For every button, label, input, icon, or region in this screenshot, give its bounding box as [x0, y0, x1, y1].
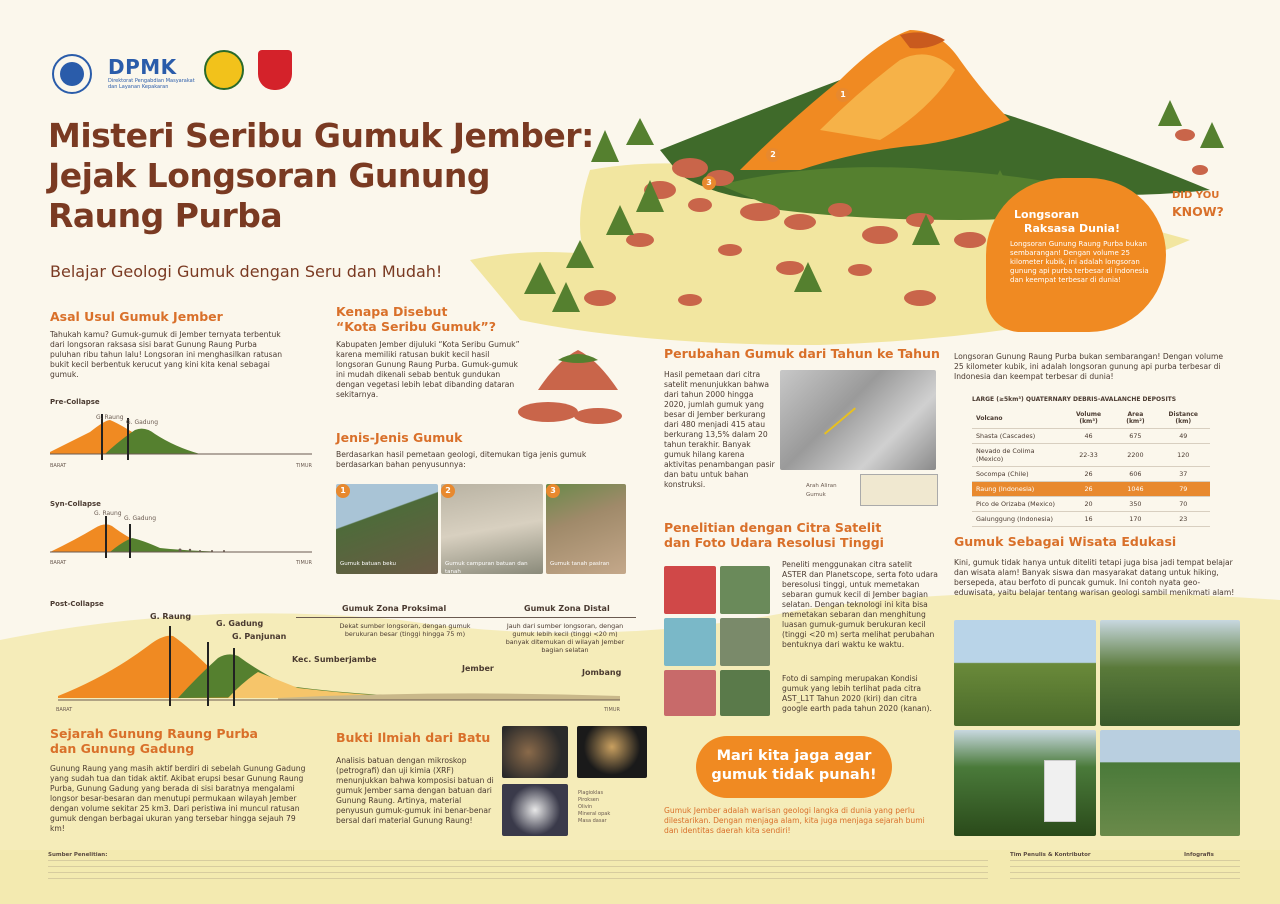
asal-usul-text: Tahukah kamu? Gumuk-gumuk di Jember ternyata terbentuk dari longsoran raksasa sisi barat Gunung Raung Purba puluhan ribu tahun lalu! Longsoran ini menghasilkan ratusan bukit kecil berbentuk kerucut yang kini kita kenal sebagai gumuk.	[50, 330, 283, 379]
jenis-text: Berdasarkan hasil pemetaan geologi, ditemukan tiga jenis gumuk berdasarkan bahan penyusunnya:	[336, 450, 587, 469]
post-axis-left: BARAT	[56, 707, 73, 713]
perubahan-map	[780, 370, 936, 470]
jenis-badge-1: 1	[336, 484, 350, 498]
footer-references	[48, 860, 988, 882]
legend-item-2: Piroksen	[578, 797, 600, 803]
penelitian-heading-2: dan Foto Udara Resolusi Tinggi	[664, 535, 884, 550]
cell: 46	[1063, 429, 1114, 444]
bukti-heading: Bukti Ilmiah dari Batu	[336, 730, 491, 745]
perubahan-text: Hasil pemetaan dari citra satelit menunjukkan bahwa dari tahun 2000 hingga 2020, jumlah gumuk yang besar di Jember berkurang dari 480 menjadi 415 atau berkurang 13,5% dalam 20 tahun terakhir. Banyak gumuk hilang karena aktivitas penambangan pasir dan batu untuk bahan konstruksi.	[664, 370, 775, 489]
jenis-caption-3: Gumuk tanah pasiran	[550, 561, 610, 567]
wisata-text: Kini, gumuk tidak hanya untuk diteliti tetapi juga bisa jadi tempat belajar dan wisata alam! Banyak siswa dan masyarakat datang untuk hiking, bersepeda, atau berfoto di puncak gumuk. Ini contoh nyata geo-eduwisata, yaitu belajar tentang warisan geologi sambil menikmati alam!	[954, 558, 1235, 597]
cell: Shasta (Cascades)	[972, 429, 1063, 444]
footer-sumber: Sumber Penelitian:	[48, 852, 108, 858]
table-row	[972, 467, 1210, 482]
cell: 70	[1157, 497, 1210, 512]
cell: 350	[1114, 497, 1156, 512]
did-you-know-text: Longsoran Gunung Raung Purba bukan sembarangan! Dengan volume 25 kilometer kubik, ini adalah longsoran gunung api purba terbesar di Indonesia dan keempat terbesar di dunia!	[1010, 240, 1149, 284]
cell: 26	[1063, 467, 1114, 482]
legend-item-3: Olivin	[578, 804, 593, 810]
title-line-3: Raung Purba	[48, 196, 283, 235]
syn-label-raung: G. Raung	[94, 510, 122, 517]
cta-text: Gumuk Jember adalah warisan geologi langka di dunia yang perlu dilestarikan. Dengan menjaga alam, kita juga menjaga sejarah bumi dan identitas daerah kita sendiri!	[664, 806, 925, 835]
deposit-table-title: LARGE (≥5km³) QUATERNARY DEBRIS-AVALANCHE DEPOSITS	[972, 396, 1177, 403]
penelitian-text-2: Foto di samping merupakan Kondisi gumuk yang lebih terlihat pada citra AST_L1T Tahun 2020 (kiri) dan citra google earth pada tahun 2020 (kanan).	[782, 674, 932, 713]
cell: 37	[1157, 467, 1210, 482]
jenis-caption-1: Gumuk batuan beku	[340, 561, 397, 567]
cell: 20	[1063, 497, 1114, 512]
partner-logo-1	[204, 50, 244, 90]
post-label-gadung: G. Gadung	[216, 619, 264, 628]
dpmk-full-name: Direktorat Pengabdian Masyarakat dan Layanan Kepakaran	[108, 78, 195, 90]
col-area: Area (km²)	[1114, 408, 1156, 429]
table-row	[972, 512, 1210, 527]
kota-seribu-heading-2: “Kota Seribu Gumuk”?	[336, 319, 497, 334]
table-row	[972, 444, 1210, 467]
satellite-left-2	[664, 618, 716, 666]
thin-section-legend	[578, 790, 610, 825]
jenis-heading: Jenis-Jenis Gumuk	[336, 430, 463, 445]
pre-label-gadung: G. Gadung	[126, 419, 159, 426]
cell: Socompa (Chile)	[972, 467, 1063, 482]
zona-proksimal-text: Dekat sumber longsoran, dengan gumuk berukuran besar (tinggi hingga 75 m)	[339, 622, 471, 638]
map-badge-1: 1	[836, 88, 850, 102]
cta-banner	[696, 736, 892, 798]
jenis-photo-1	[336, 484, 438, 574]
cell: 2200	[1114, 444, 1156, 467]
pre-axis-right: TIMUR	[296, 463, 312, 469]
penelitian-text-1: Peneliti menggunakan citra satelit ASTER dan Planetscope, serta foto udara beresolusi tinggi, untuk memetakan sebaran gumuk kecil di Jember bagian selatan. Dengan teknologi ini kita bisa memetakan sebaran dan menghitung luasan gumuk-gumuk berukuran kecil (tinggi <20 m) serta melihat perubahan bentuknya dari waktu ke waktu.	[782, 560, 938, 649]
did-you-know-heading-2: Raksasa Dunia!	[1024, 222, 1120, 235]
bukti-text: Analisis batuan dengan mikroskop (petrografi) dan uji kimia (XRF) menunjukkan bahwa komposisi batuan di gumuk Jember sama dengan batuan dari Gunung Raung. Artinya, material penyusun gumuk-gumuk ini benar-benar bersal dari material Gunung Raung!	[336, 756, 494, 825]
pre-collapse-profile	[50, 412, 320, 462]
sejarah-heading-1: Sejarah Gunung Raung Purba	[50, 726, 258, 741]
table-row	[972, 429, 1210, 444]
page-subtitle: Belajar Geologi Gumuk dengan Seru dan Mudah!	[50, 262, 443, 281]
thin-section-1	[502, 726, 568, 778]
perubahan-inset-map	[860, 474, 938, 506]
post-axis-right: TIMUR	[604, 707, 620, 713]
col-volcano: Volcano	[972, 408, 1063, 429]
post-label-panjunan: G. Panjunan	[232, 632, 287, 641]
legend-item-5: Masa dasar	[578, 818, 607, 824]
post-label-jombang: Jombang	[582, 668, 622, 677]
pre-label-raung: G. Raung	[96, 414, 124, 421]
cell: 79	[1157, 482, 1210, 497]
syn-label-gadung: G. Gadung	[124, 515, 157, 522]
jenis-photo-2	[441, 484, 543, 574]
zona-divider	[296, 617, 636, 618]
page-title	[48, 116, 608, 236]
perubahan-legend-arah: Arah Aliran	[806, 483, 837, 489]
pre-axis-left: BARAT	[50, 463, 67, 469]
cell: 1046	[1114, 482, 1156, 497]
wisata-heading: Gumuk Sebagai Wisata Edukasi	[954, 534, 1177, 549]
legend-item-4: Mineral opak	[578, 811, 611, 817]
asal-usul-heading: Asal Usul Gumuk Jember	[50, 309, 223, 324]
cell: Pico de Orizaba (Mexico)	[972, 497, 1063, 512]
satellite-right-2	[720, 618, 770, 666]
map-badge-3: 3	[702, 176, 716, 190]
deposit-table	[972, 408, 1210, 527]
cta-line-1: Mari kita jaga agar	[716, 748, 872, 764]
jenis-photo-3	[546, 484, 626, 574]
thin-section-3	[502, 784, 568, 836]
jenis-badge-3: 3	[546, 484, 560, 498]
cell: 26	[1063, 482, 1114, 497]
syn-collapse-label: Syn-Collapse	[50, 500, 101, 508]
wisata-photo-1	[954, 620, 1096, 726]
penelitian-heading-1: Penelitian dengan Citra Satelit	[664, 520, 882, 535]
sejarah-heading-2: dan Gunung Gadung	[50, 741, 195, 756]
wisata-photo-4	[1100, 730, 1240, 836]
table-row	[972, 497, 1210, 512]
syn-axis-left: BARAT	[50, 560, 67, 566]
kota-seribu-heading-1: Kenapa Disebut	[336, 304, 448, 319]
partner-logo-2	[258, 50, 292, 90]
syn-axis-right: TIMUR	[296, 560, 312, 566]
table-row-highlight	[972, 482, 1210, 497]
did-you-know-heading-1: Longsoran	[1014, 208, 1080, 221]
dpmk-logo-text: DPMK	[108, 55, 177, 79]
satellite-right-1	[720, 566, 770, 614]
pre-collapse-label: Pre-Collapse	[50, 398, 100, 406]
did-you-know-label-2: KNOW?	[1172, 204, 1224, 219]
post-label-raung: G. Raung	[150, 612, 192, 621]
cell: 120	[1157, 444, 1210, 467]
cell: 49	[1157, 429, 1210, 444]
satellite-left-3	[664, 670, 716, 716]
satellite-right-3	[720, 670, 770, 716]
footer-infografis: Infografis	[1184, 852, 1214, 858]
zona-distal-heading: Gumuk Zona Distal	[524, 604, 610, 613]
sejarah-text: Gunung Raung yang masih aktif berdiri di sebelah Gunung Gadung yang sudah tua dan tidak aktif. Akibat erupsi besar Gunung Raung Purba, Gunung Gadung yang berada di sisi baratnya mengalami longsor besar-besaran dan menutupi permukaan wilayah Jember dengan volume sekitar 25 km3. Dari peristiwa ini muncul ratusan gumuk dengan berbagai ukuran yang tersebar hingga sejauh 79 km!	[50, 764, 306, 833]
footer-tim: Tim Penulis & Kontributor	[1010, 852, 1091, 858]
wisata-photo-3	[954, 730, 1096, 836]
cell: 16	[1063, 512, 1114, 527]
deposit-table-header	[972, 408, 1210, 429]
footer-credits	[1010, 860, 1240, 882]
cell: 606	[1114, 467, 1156, 482]
cell: Galunggung (Indonesia)	[972, 512, 1063, 527]
satellite-left-1	[664, 566, 716, 614]
university-logo	[52, 54, 92, 94]
jenis-caption-2: Gumuk campuran batuan dan tanah	[445, 561, 528, 574]
cell: Raung (Indonesia)	[972, 482, 1063, 497]
post-label-jember: Jember	[462, 664, 494, 673]
zona-distal-text: Jauh dari sumber longsoran, dengan gumuk lebih kecil (tinggi <20 m) banyak ditemukan di wilayah Jember bagian selatan	[505, 622, 625, 654]
perubahan-legend-gumuk: Gumuk	[806, 492, 826, 498]
syn-collapse-profile	[50, 512, 320, 560]
legend-item-1: Plagioklas	[578, 790, 604, 796]
cell: 23	[1157, 512, 1210, 527]
post-label-sumberjambe: Kec. Sumberjambe	[292, 655, 377, 664]
cell: Nevado de Colima (Mexico)	[972, 444, 1063, 467]
wisata-photo-2	[1100, 620, 1240, 726]
did-you-know-label-1: DID YOU	[1172, 190, 1220, 201]
title-line-1: Misteri Seribu Gumuk Jember:	[48, 116, 594, 155]
kota-seribu-text: Kabupaten Jember dijuluki “Kota Seribu Gumuk” karena memiliki ratusan bukit kecil hasil longsoran Gunung Raung Purba. Gumuk-gumuk ini mudah dikenali sebab bentuk gundukan dengan vegetasi lebih lebat dibanding dataran sekitarnya.	[336, 340, 520, 399]
col-volume: Volume (km³)	[1063, 408, 1114, 429]
gumuk-illustration	[508, 340, 638, 430]
title-line-2: Jejak Longsoran Gunung	[48, 156, 491, 195]
cell: 22-33	[1063, 444, 1114, 467]
map-badge-2: 2	[766, 148, 780, 162]
post-collapse-label: Post-Collapse	[50, 600, 104, 608]
col-distance: Distance (km)	[1157, 408, 1210, 429]
deposit-intro: Longsoran Gunung Raung Purba bukan sembarangan! Dengan volume 25 kilometer kubik, ini adalah longsoran gunung api purba terbesar di Indonesia dan keempat terbesar di dunia!	[954, 352, 1224, 381]
perubahan-heading: Perubahan Gumuk dari Tahun ke Tahun	[664, 346, 940, 361]
zona-proksimal-heading: Gumuk Zona Proksimal	[342, 604, 447, 613]
jenis-badge-2: 2	[441, 484, 455, 498]
cta-line-2: gumuk tidak punah!	[711, 767, 877, 783]
thin-section-2	[577, 726, 647, 778]
cell: 675	[1114, 429, 1156, 444]
cell: 170	[1114, 512, 1156, 527]
